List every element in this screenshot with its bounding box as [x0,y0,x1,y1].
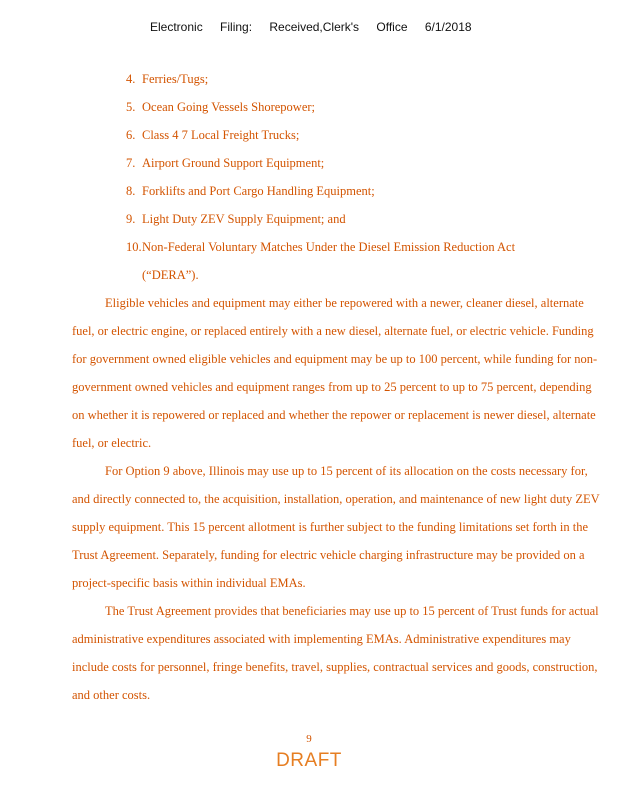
page-number: 9 [306,733,312,745]
list-item-text: Airport Ground Support Equipment; [142,156,325,170]
list-item [126,184,566,212]
list-item-text: Ocean Going Vessels Shorepower; [142,100,315,114]
list-item [126,72,566,100]
document-body [72,289,600,709]
list-item-text: Forklifts and Port Cargo Handling Equipment; [142,184,375,198]
list-item [126,240,566,296]
header-received: Received,Clerk's [269,20,360,34]
eligible-project-list [126,72,566,296]
filing-header [150,20,486,34]
paragraph-eligible-vehicles: Eligible vehicles and equipment may either be repowered with a newer, cleaner diesel, alternate fuel, or electric engine, or replaced entirely with a new diesel, alternate fuel, or electric vehicle. Funding for government owned eligible vehicles and equipment may be up to 100 percent, while funding for non-government owned vehicles and equipment ranges from up to 25 percent to up to 75 percent, depending on whether it is repowered or replaced and whether the repower or replacement is newer diesel, alternate fuel, or electric. [72,296,598,450]
list-item-number: 7. [126,156,136,170]
list-item-text: Light Duty ZEV Supply Equipment; and [142,212,346,226]
header-filing: Filing: [220,20,253,34]
draft-watermark: DRAFT [276,750,342,771]
list-item-number: 10. [126,240,142,254]
list-item-number: 9. [126,212,136,226]
list-item-number: 5. [126,100,136,114]
header-electronic: Electronic [150,20,203,34]
header-date: 6/1/2018 [424,20,472,34]
list-item [126,156,566,184]
list-item [126,100,566,128]
list-item-text: Class 4 7 Local Freight Trucks; [142,128,300,142]
list-item-number: 6. [126,128,136,142]
paragraph-administrative: The Trust Agreement provides that beneficiaries may use up to 15 percent of Trust funds for actual administrative expenditures associated with implementing EMAs. Administrative expenditures may include costs for personnel, fringe benefits, travel, supplies, contractual services and goods, construction, and other costs. [72,604,599,702]
header-office: Office [376,20,408,34]
paragraph-option-9: For Option 9 above, Illinois may use up to 15 percent of its allocation on the costs necessary for, and directly connected to, the acquisition, installation, operation, and maintenance of new light duty ZEV supply equipment. This 15 percent allotment is further subject to the funding limitations set forth in the Trust Agreement. Separately, funding for electric vehicle charging infrastructure may be provided on a project-specific basis within individual EMAs. [72,464,600,590]
list-item-number: 4. [126,72,136,86]
list-item-text: Non-Federal Voluntary Matches Under the Diesel Emission Reduction Act (“DERA”). [142,240,516,282]
list-item [126,128,566,156]
list-item-number: 8. [126,184,136,198]
list-item-text: Ferries/Tugs; [142,72,209,86]
